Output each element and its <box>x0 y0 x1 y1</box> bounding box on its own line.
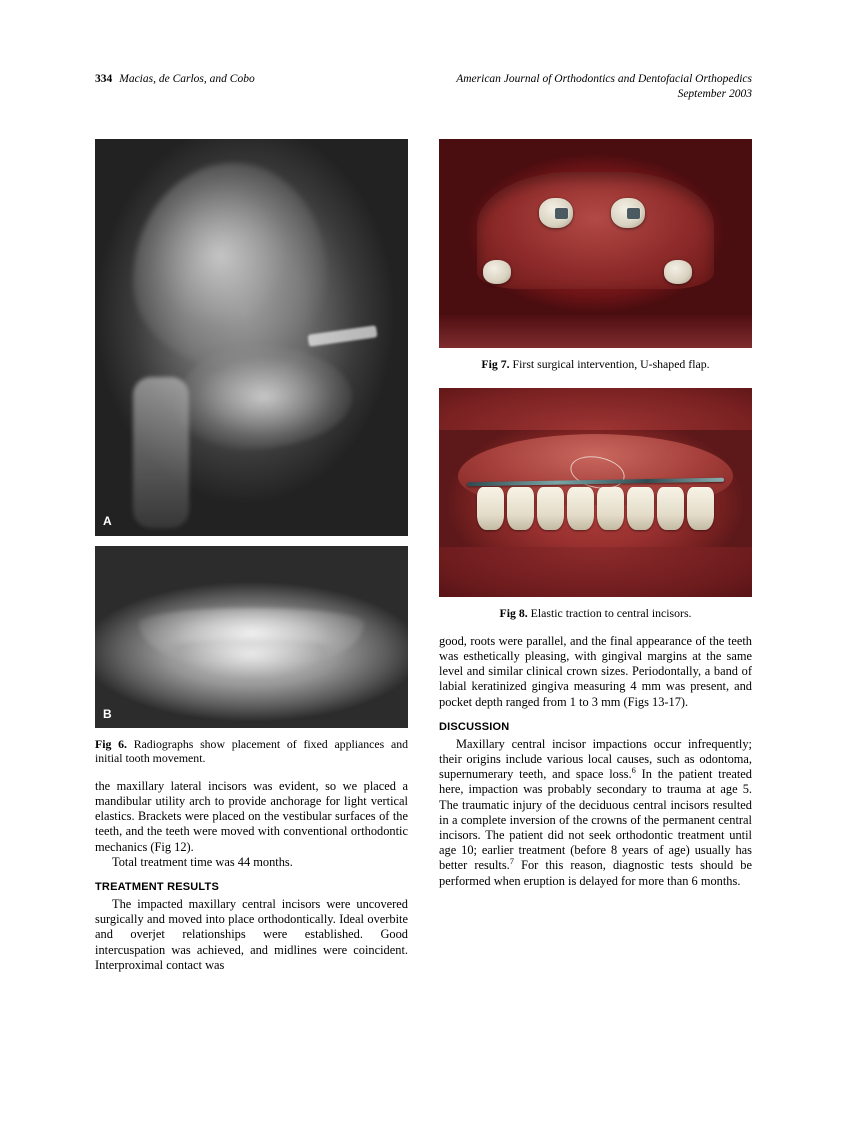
figure-8-caption <box>439 606 752 620</box>
figure-7-caption-text: First surgical intervention, U-shaped flap. <box>509 357 710 371</box>
upper-dental-arch <box>477 487 715 541</box>
figure-6-panel-a-label: A <box>103 514 112 528</box>
heading-treatment-results: TREATMENT RESULTS <box>95 881 219 894</box>
page-folio: 334 <box>95 73 113 85</box>
lip-retractor-region <box>439 315 752 348</box>
bonded-attachment <box>627 208 640 219</box>
bonded-attachment <box>555 208 568 219</box>
right-paragraph-2-part2: In the patient treated here, impaction was probably secondary to trauma at age 5. The traumatic injury of the deciduous central incisors resulted in a complete inversion of the crowns of the permanent central incisors. The patient did not seek orthodontic treatment until age 10; earlier treatment (before 8 years of age) usually has better results. <box>439 767 752 873</box>
figure-7-surgical-photo <box>439 139 752 348</box>
running-head-right <box>456 72 752 102</box>
left-paragraph-3: The impacted maxillary central incisors were uncovered surgically and moved into place orthodontically. Ideal overbite and overjet relationships were established. Good intercuspation was achieved, and midlines were coincident. Interproximal contact was <box>95 897 408 972</box>
figure-6-panel-a-lateral-cephalogram <box>95 139 408 536</box>
figure-8-elastic-traction-photo <box>439 388 752 597</box>
running-head-left <box>95 72 255 86</box>
figure-6-caption <box>95 737 408 766</box>
figure-8-caption-label: Fig 8. <box>499 606 528 621</box>
heading-discussion: DISCUSSION <box>439 720 510 733</box>
figure-8-caption-text: Elastic traction to central incisors. <box>527 606 692 621</box>
left-column <box>95 139 408 973</box>
tooth <box>537 487 564 530</box>
tooth <box>567 487 594 530</box>
tooth <box>477 487 504 530</box>
right-paragraph-2-part1: Maxillary central incisor impactions occur infrequently; their origins include various local causes, such as odontoma, supernumerary teeth, and space loss. <box>439 736 752 782</box>
journal-title: American Journal of Orthodontics and Dentofacial Orthopedics <box>456 73 752 85</box>
tooth <box>597 487 624 530</box>
figure-6-panel-b-label: B <box>103 707 112 721</box>
right-column <box>439 139 752 889</box>
right-paragraph-1: good, roots were parallel, and the final appearance of the teeth was esthetically pleasing, with gingival margins at the same level and similar clinical crown sizes. Periodontally, a band of labial keratinized gingiva measuring 4 mm was present, and pocket depth ranged from 1 to 3 mm (Figs 13-17). <box>439 633 752 709</box>
lower-lip-region <box>439 547 752 597</box>
cephalogram-spine-region <box>133 377 189 528</box>
figure-7-caption <box>439 357 752 371</box>
exposed-tooth-crown <box>483 260 511 284</box>
figure-7-caption-label: Fig 7. <box>481 357 510 371</box>
figure-6-caption-label: Fig 6. <box>95 737 127 751</box>
exposed-tooth-crown <box>664 260 692 284</box>
reference-marker-6: 6 <box>631 766 636 776</box>
tooth <box>657 487 684 530</box>
reference-marker-7: 7 <box>509 857 514 867</box>
running-head-authors: Macias, de Carlos, and Cobo <box>119 73 255 85</box>
right-paragraph-2 <box>439 737 752 889</box>
figure-6-caption-text: Radiographs show placement of fixed appliances and initial tooth movement. <box>95 737 408 766</box>
tooth <box>627 487 654 530</box>
tooth <box>507 487 534 530</box>
figure-6-panel-b-panoramic-radiograph <box>95 546 408 728</box>
running-head <box>95 72 752 102</box>
tooth <box>687 487 714 530</box>
left-paragraph-1: the maxillary lateral incisors was evident, so we placed a mandibular utility arch to provide anchorage for light vertical elastics. Brackets were placed on the vestibular surfaces of the teeth, and the teeth were moved with conventional orthodontic mechanics (Fig 12). <box>95 778 408 854</box>
journal-issue-date: September 2003 <box>677 88 752 100</box>
cephalogram-appliance-region <box>307 325 377 346</box>
left-paragraph-2: Total treatment time was 44 months. <box>112 854 293 869</box>
upper-lip-region <box>439 388 752 430</box>
right-paragraph-2-part3: For this reason, diagnostic tests should be performed when eruption is delayed for more than 6 months. <box>439 858 752 888</box>
